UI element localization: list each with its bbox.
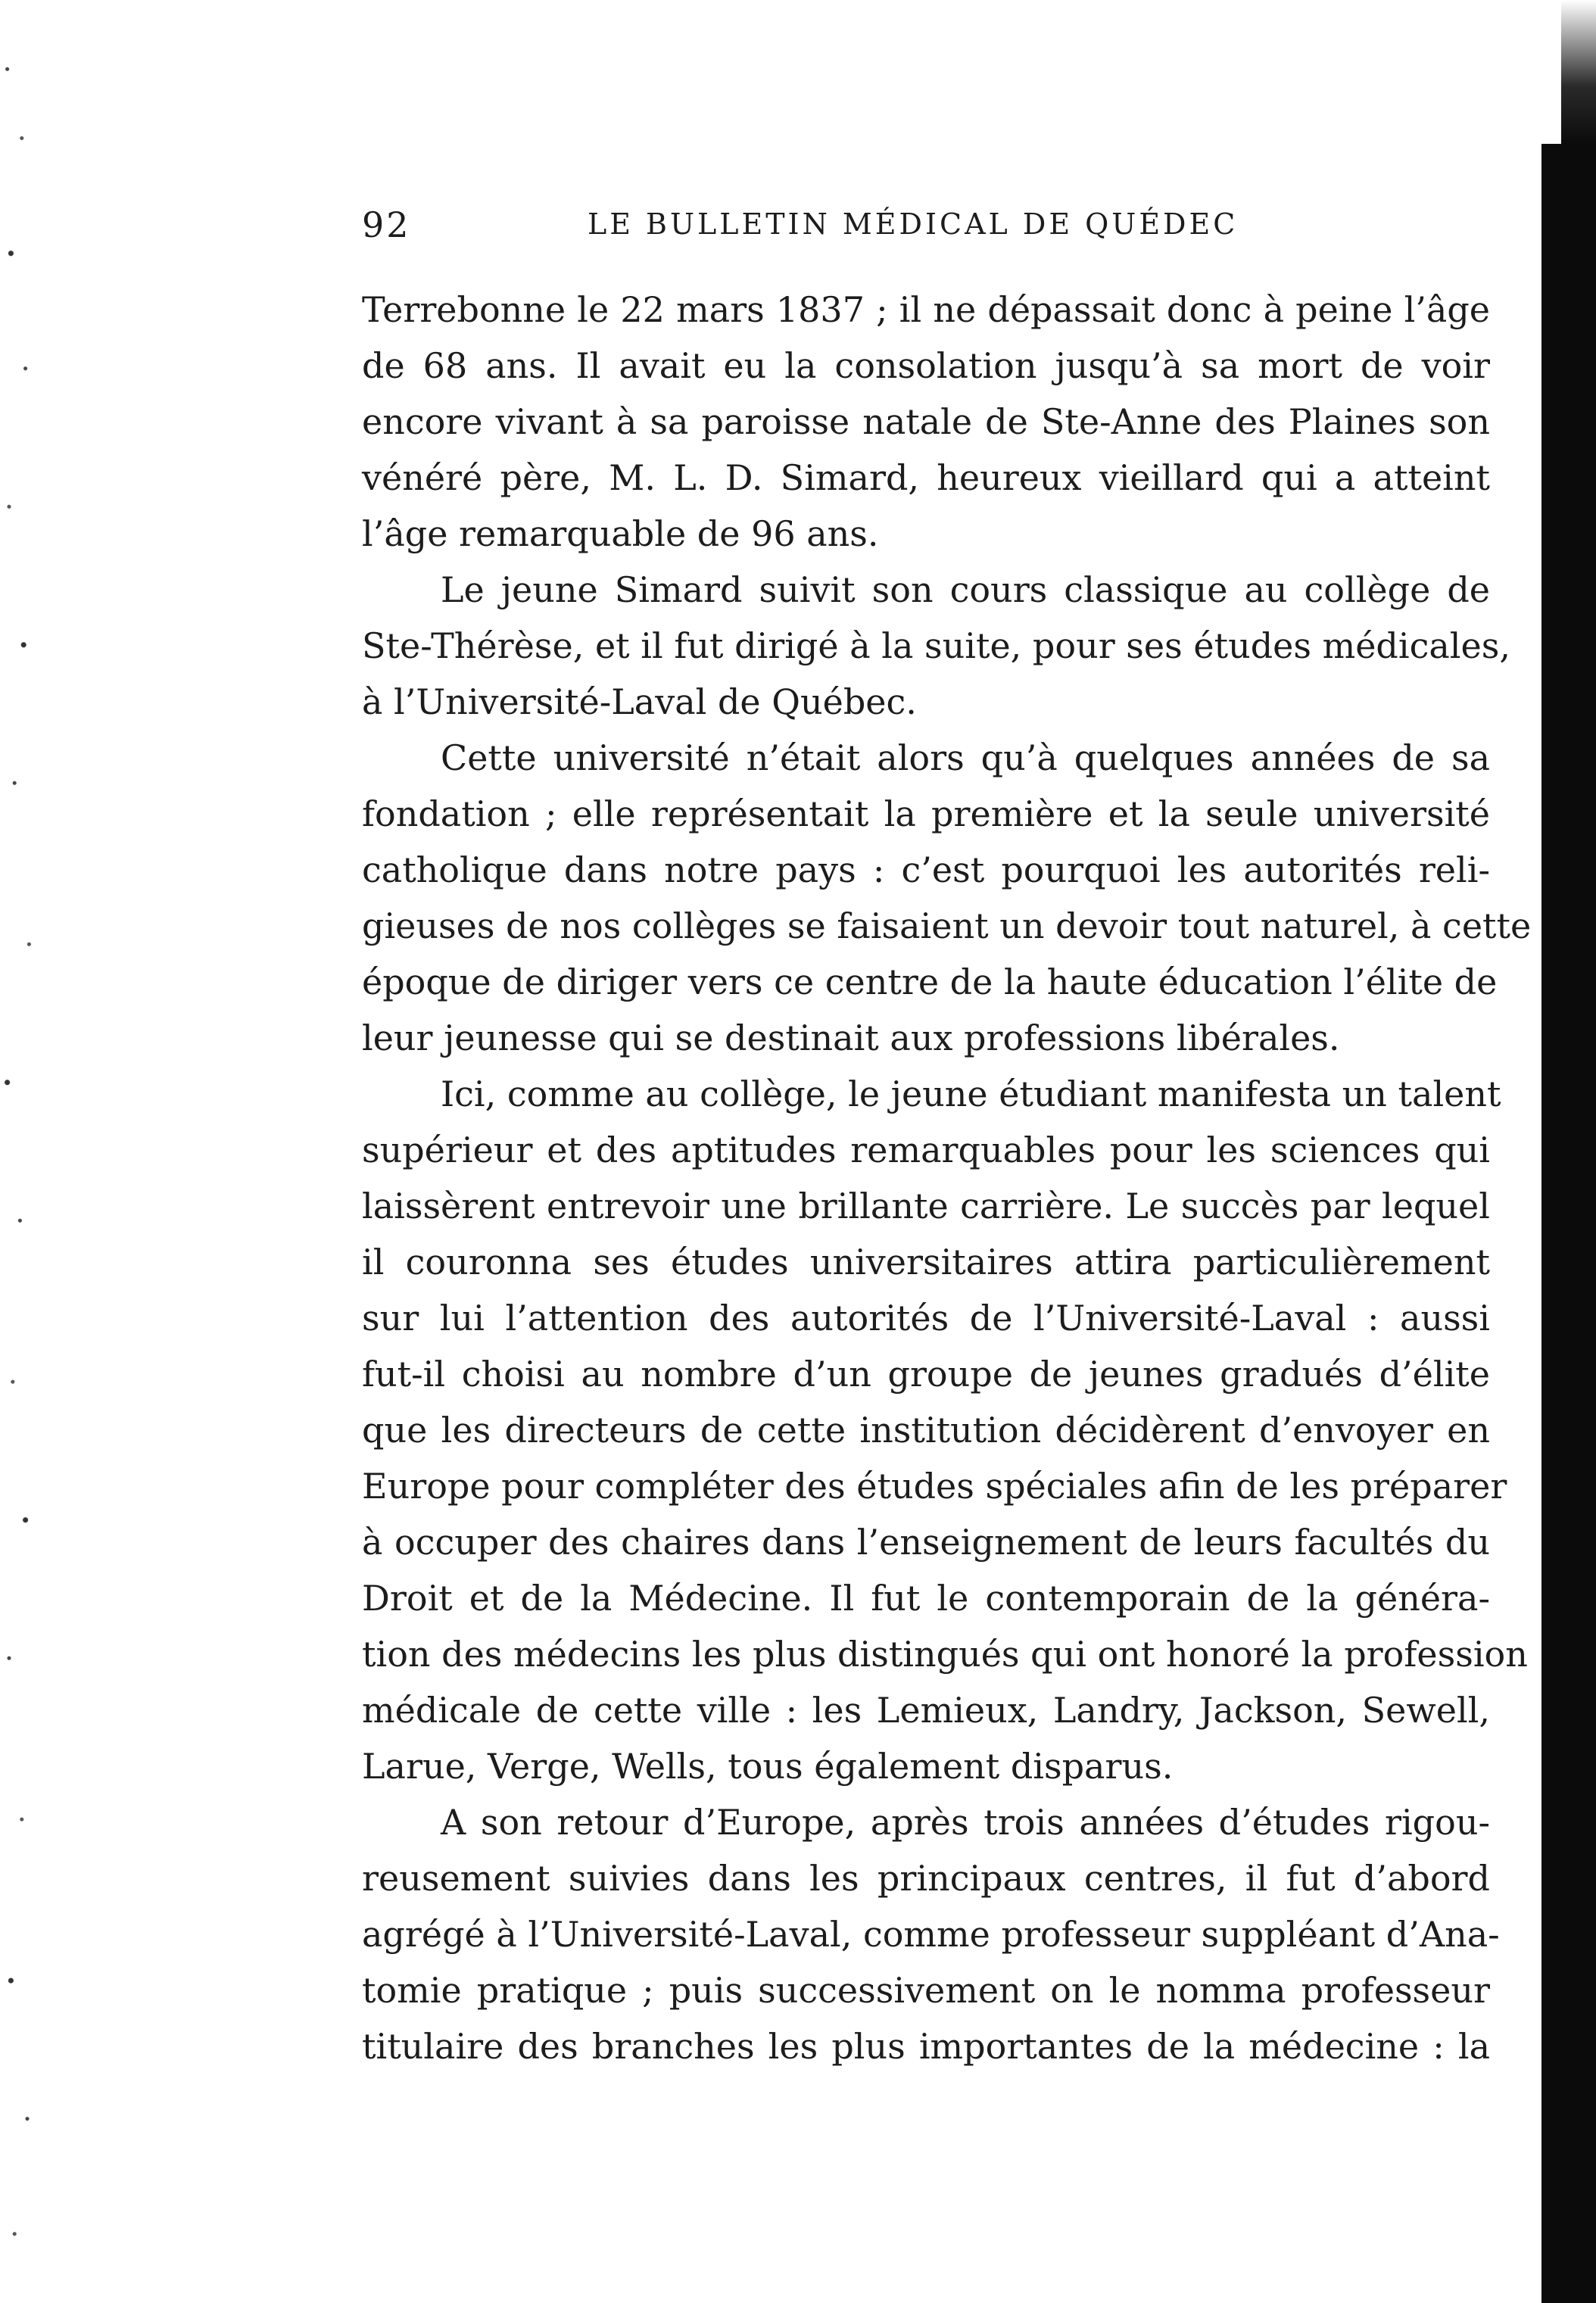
scan-binding-bar bbox=[1541, 144, 1596, 2303]
body-text bbox=[362, 282, 1532, 2074]
text-line: à occuper des chaires dans l’enseignement de leurs facultés du bbox=[362, 1522, 1490, 1563]
text-line: leur jeunesse qui se destinait aux professions libérales. bbox=[362, 1017, 1340, 1058]
scan-left-edge-speckle bbox=[0, 0, 36, 2303]
text-line: laissèrent entrevoir une brillante carrière. Le succès par lequel bbox=[362, 1186, 1490, 1226]
text-line: agrégé à l’Université-Laval, comme professeur suppléant d’Ana- bbox=[362, 1914, 1500, 1955]
text-line: Droit et de la Médecine. Il fut le contemporain de la généra- bbox=[362, 1578, 1490, 1619]
text-line: Larue, Verge, Wells, tous également disparus. bbox=[362, 1746, 1174, 1787]
text-line: Le jeune Simard suivit son cours classique au collège de bbox=[441, 569, 1490, 610]
text-line: A son retour d’Europe, après trois années d’études rigou- bbox=[441, 1802, 1490, 1843]
text-line: gieuses de nos collèges se faisaient un devoir tout naturel, à cette bbox=[362, 905, 1532, 946]
text-line: à l’Université-Laval de Québec. bbox=[362, 681, 917, 722]
scan-right-edge-shadow bbox=[1561, 0, 1596, 144]
text-line: tion des médecins les plus distingués qui ont honoré la profession bbox=[362, 1634, 1528, 1675]
text-line: de 68 ans. Il avait eu la consolation jusqu’à sa mort de voir bbox=[362, 345, 1490, 386]
text-line: Ici, comme au collège, le jeune étudiant manifesta un talent bbox=[441, 1074, 1501, 1114]
page-header bbox=[362, 204, 1513, 250]
running-title: LE BULLETIN MÉDICAL DE QUÉDEC bbox=[588, 207, 1239, 241]
text-line: l’âge remarquable de 96 ans. bbox=[362, 513, 879, 554]
text-line: titulaire des branches les plus importantes de la médecine : la bbox=[362, 2026, 1490, 2067]
text-line: Cette université n’était alors qu’à quelques années de sa bbox=[441, 737, 1490, 778]
text-line: tomie pratique ; puis successivement on le nomma professeur bbox=[362, 1970, 1490, 2011]
text-line: Europe pour compléter des études spéciales afin de les préparer bbox=[362, 1466, 1507, 1507]
text-line: fut-il choisi au nombre d’un groupe de jeunes gradués d’élite bbox=[362, 1354, 1490, 1395]
text-line: catholique dans notre pays : c’est pourquoi les autorités reli- bbox=[362, 849, 1490, 890]
text-line: fondation ; elle représentait la première et la seule université bbox=[362, 793, 1490, 834]
text-line: supérieur et des aptitudes remarquables pour les sciences qui bbox=[362, 1130, 1490, 1170]
text-line: époque de diriger vers ce centre de la haute éducation l’élite de bbox=[362, 961, 1498, 1002]
text-line: vénéré père, M. L. D. Simard, heureux vieillard qui a atteint bbox=[362, 457, 1490, 498]
text-line: que les directeurs de cette institution décidèrent d’envoyer en bbox=[362, 1410, 1490, 1451]
page-number: 92 bbox=[362, 204, 411, 245]
text-line: sur lui l’attention des autorités de l’Université-Laval : aussi bbox=[362, 1298, 1490, 1338]
text-line: médicale de cette ville : les Lemieux, Landry, Jackson, Sewell, bbox=[362, 1690, 1490, 1731]
text-line: Ste-Thérèse, et il fut dirigé à la suite, pour ses études médicales, bbox=[362, 625, 1510, 666]
text-line: Terrebonne le 22 mars 1837 ; il ne dépassait donc à peine l’âge bbox=[362, 289, 1490, 330]
text-line: encore vivant à sa paroisse natale de Ste-Anne des Plaines son bbox=[362, 401, 1490, 442]
text-line: reusement suivies dans les principaux centres, il fut d’abord bbox=[362, 1858, 1490, 1899]
text-line: il couronna ses études universitaires attira particulièrement bbox=[362, 1242, 1490, 1282]
